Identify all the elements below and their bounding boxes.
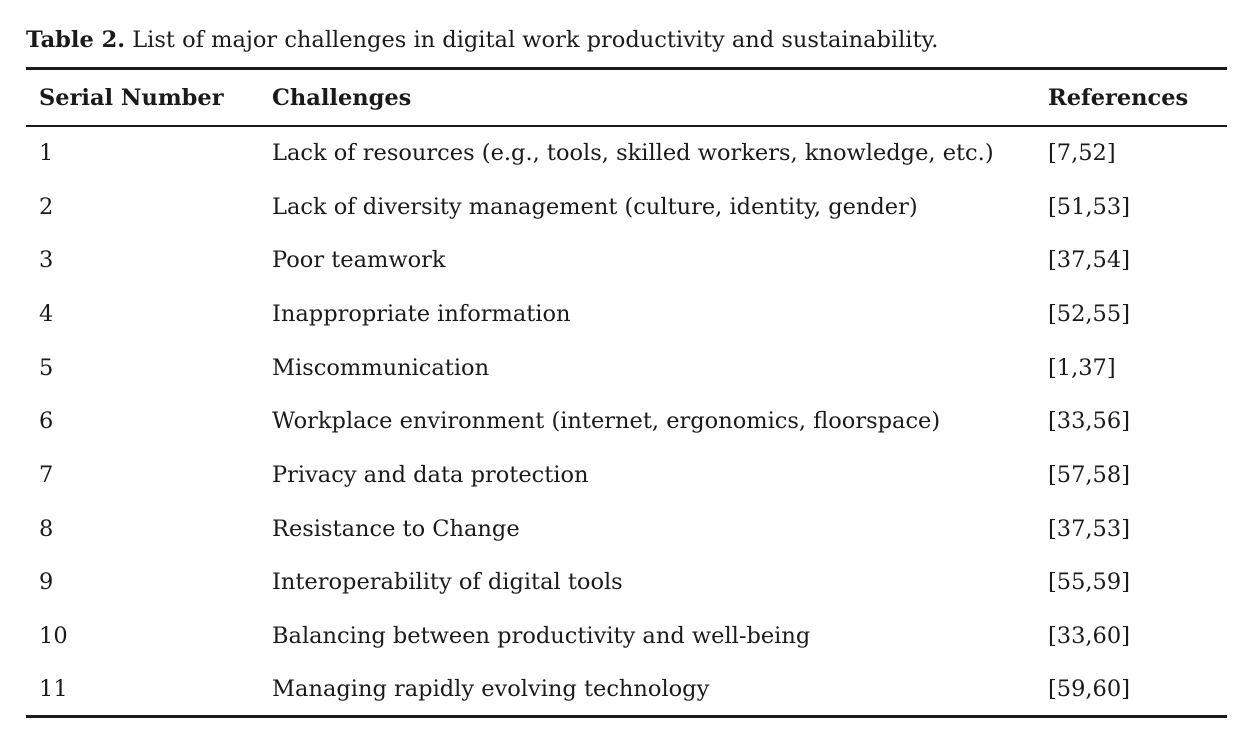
header-references: References bbox=[1048, 84, 1189, 111]
references-cell: [59,60] bbox=[1048, 675, 1130, 702]
serial-number-cell: 3 bbox=[39, 247, 54, 274]
table-row bbox=[26, 448, 1227, 502]
challenge-cell: Managing rapidly evolving technology bbox=[272, 675, 710, 702]
table-row bbox=[26, 180, 1227, 234]
table-caption-text: List of major challenges in digital work productivity and sustainability. bbox=[125, 27, 939, 53]
table-row bbox=[26, 126, 1227, 180]
table-row bbox=[26, 609, 1227, 663]
serial-number-cell: 1 bbox=[39, 140, 54, 167]
challenge-cell: Privacy and data protection bbox=[272, 461, 589, 488]
references-cell: [33,60] bbox=[1048, 623, 1130, 650]
serial-number-cell: 7 bbox=[39, 461, 54, 488]
table-caption bbox=[26, 24, 938, 56]
serial-number-cell: 10 bbox=[39, 623, 68, 650]
references-cell: [1,37] bbox=[1048, 354, 1116, 381]
header-serial-number: Serial Number bbox=[39, 84, 224, 111]
challenges-table-container bbox=[26, 67, 1214, 718]
references-cell: [51,53] bbox=[1048, 193, 1130, 220]
table-row bbox=[26, 394, 1227, 448]
table-row bbox=[26, 341, 1227, 395]
references-cell: [37,54] bbox=[1048, 247, 1130, 274]
references-cell: [33,56] bbox=[1048, 408, 1130, 435]
serial-number-cell: 11 bbox=[39, 675, 68, 702]
header-challenges: Challenges bbox=[272, 84, 412, 111]
table-body bbox=[26, 126, 1227, 717]
references-cell: [37,53] bbox=[1048, 515, 1130, 542]
references-cell: [7,52] bbox=[1048, 140, 1116, 167]
serial-number-cell: 2 bbox=[39, 193, 54, 220]
references-cell: [55,59] bbox=[1048, 569, 1130, 596]
serial-number-cell: 4 bbox=[39, 300, 54, 327]
challenges-table bbox=[26, 67, 1227, 718]
table-row bbox=[26, 287, 1227, 341]
serial-number-cell: 5 bbox=[39, 354, 54, 381]
table-header bbox=[26, 69, 1227, 127]
table-header-row bbox=[26, 69, 1227, 127]
challenge-cell: Lack of diversity management (culture, identity, gender) bbox=[272, 193, 918, 220]
challenge-cell: Lack of resources (e.g., tools, skilled workers, knowledge, etc.) bbox=[272, 140, 994, 167]
challenge-cell: Miscommunication bbox=[272, 354, 490, 381]
table-row bbox=[26, 502, 1227, 556]
table-row bbox=[26, 556, 1227, 610]
table-row bbox=[26, 233, 1227, 287]
challenge-cell: Inappropriate information bbox=[272, 300, 571, 327]
serial-number-cell: 9 bbox=[39, 569, 54, 596]
serial-number-cell: 8 bbox=[39, 515, 54, 542]
challenge-cell: Poor teamwork bbox=[272, 247, 446, 274]
challenge-cell: Interoperability of digital tools bbox=[272, 569, 623, 596]
serial-number-cell: 6 bbox=[39, 408, 54, 435]
references-cell: [57,58] bbox=[1048, 461, 1130, 488]
challenge-cell: Balancing between productivity and well-being bbox=[272, 623, 811, 650]
table-row bbox=[26, 663, 1227, 717]
references-cell: [52,55] bbox=[1048, 300, 1130, 327]
challenge-cell: Workplace environment (internet, ergonomics, floorspace) bbox=[272, 408, 941, 435]
challenge-cell: Resistance to Change bbox=[272, 515, 520, 542]
table-caption-label: Table 2. bbox=[26, 27, 126, 53]
